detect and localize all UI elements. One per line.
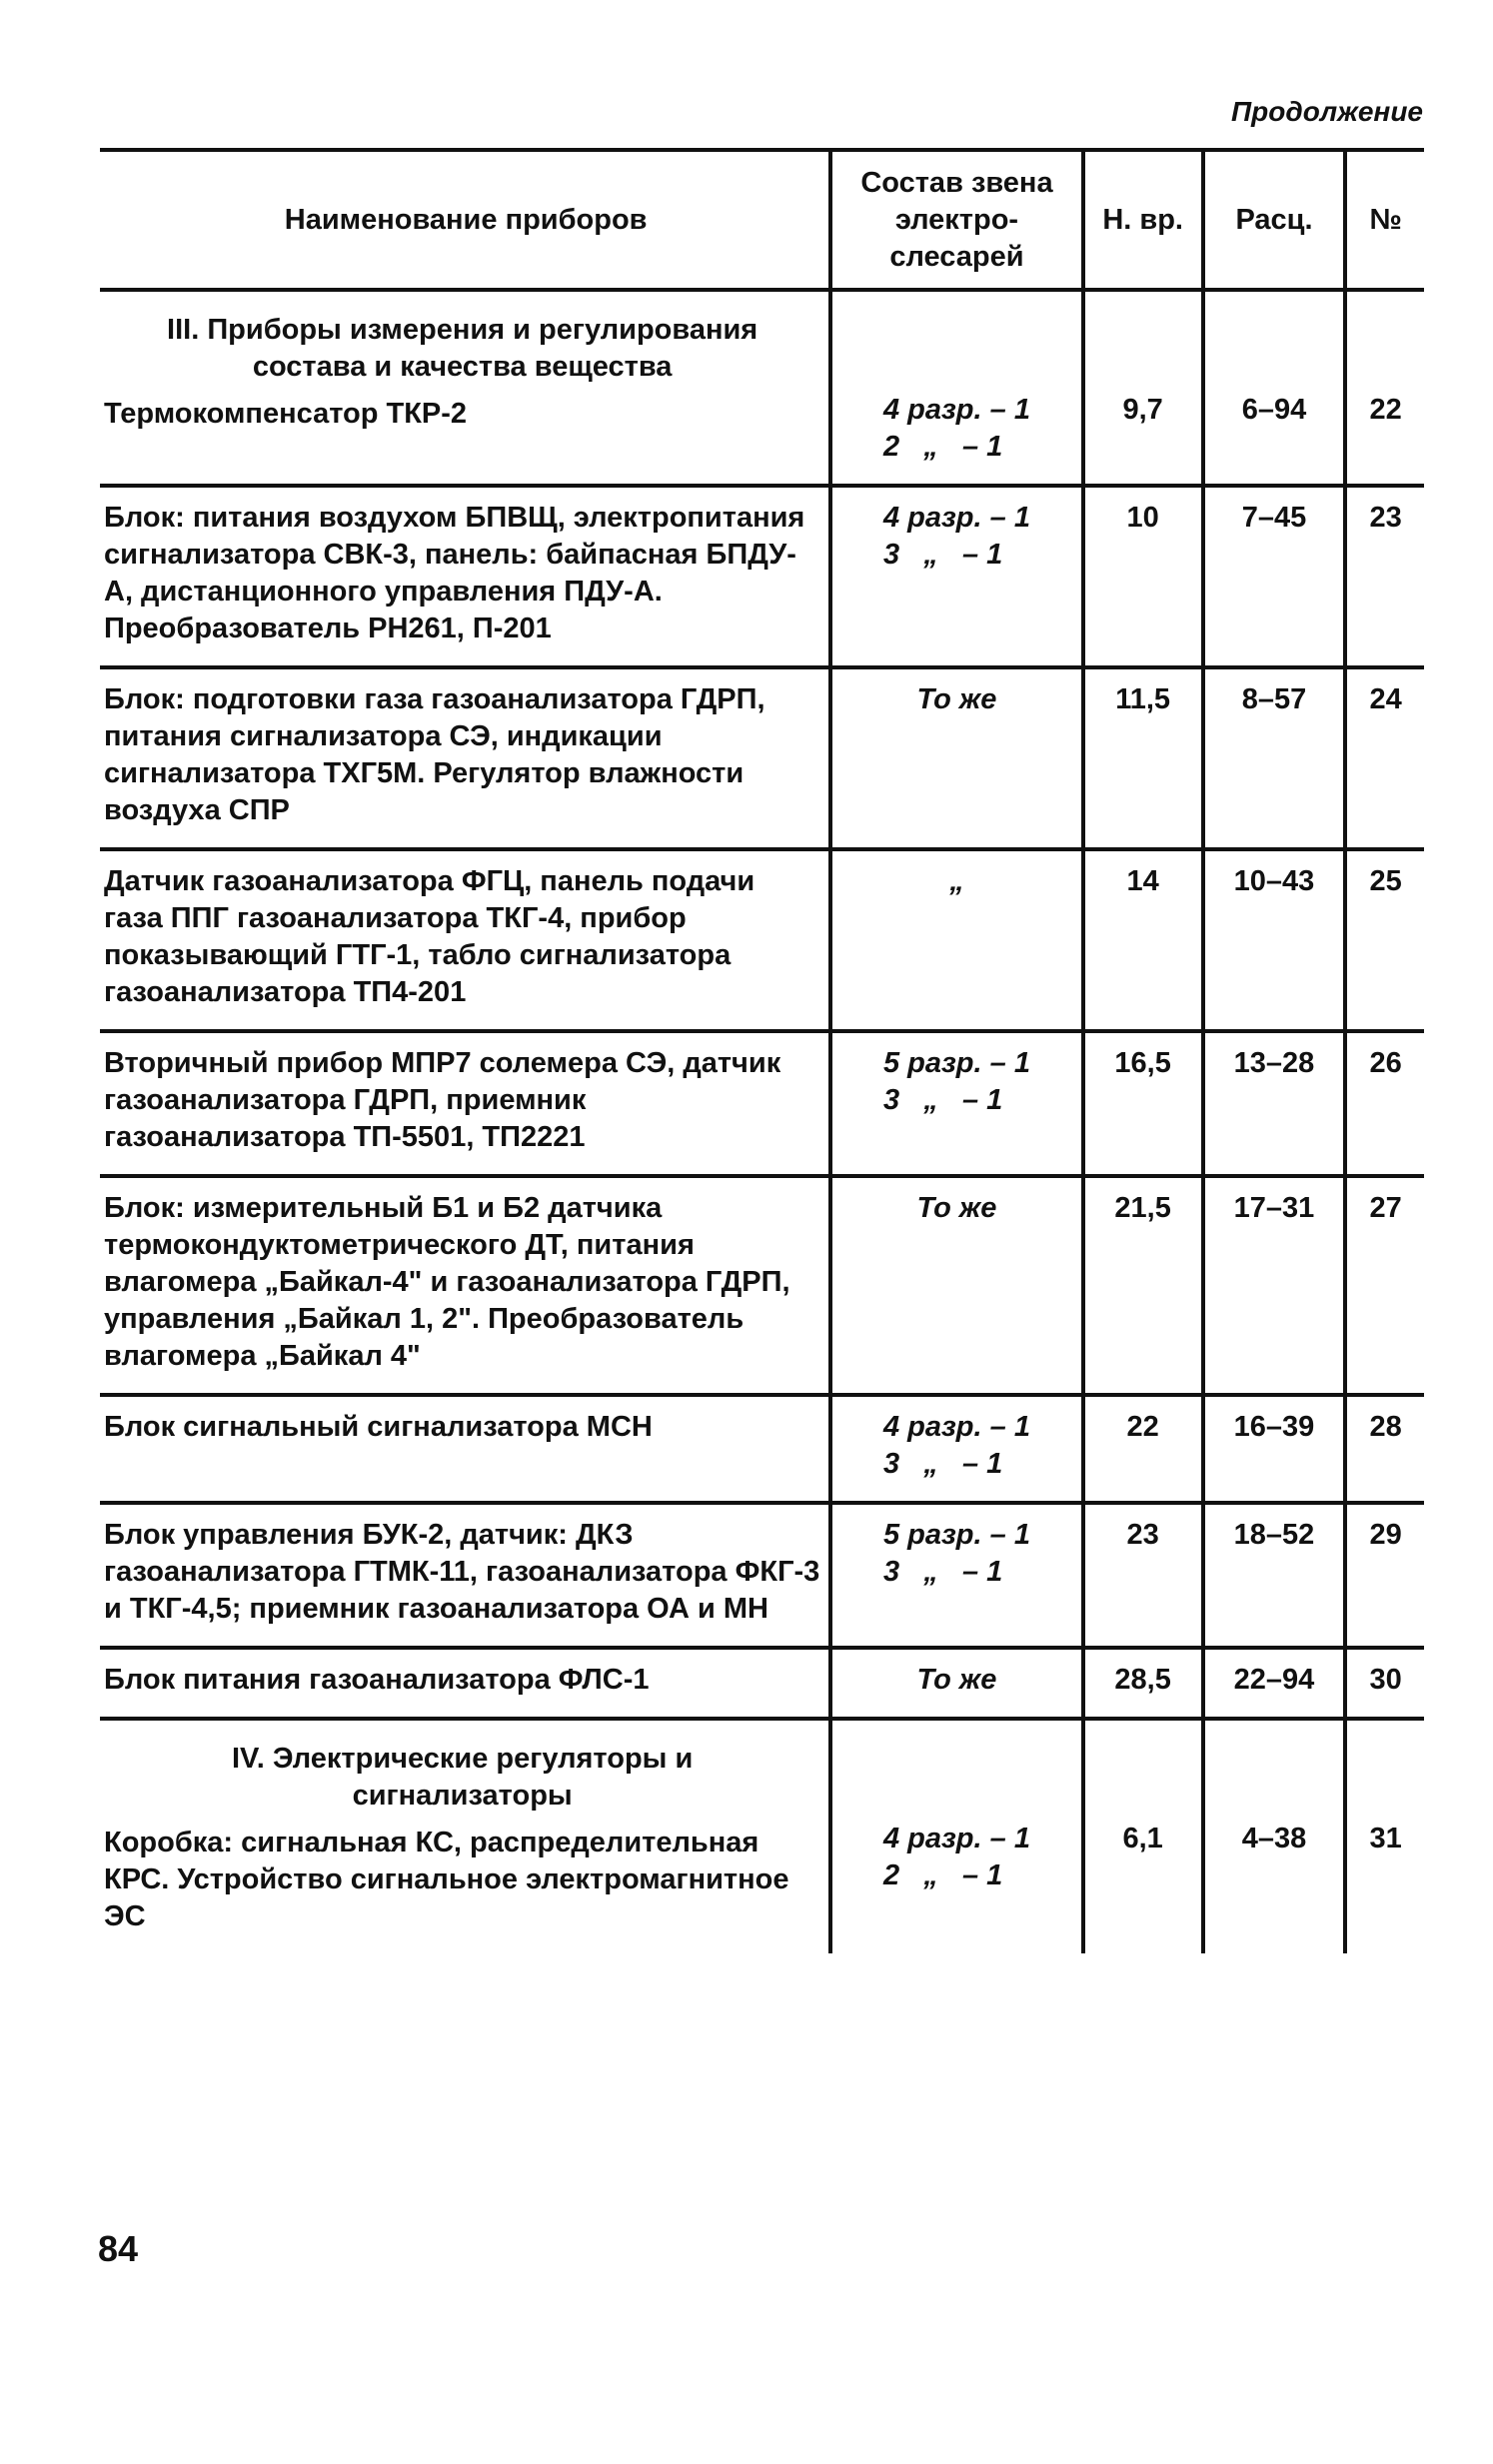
cell-name: [100, 290, 830, 486]
cell-norm-text: 6,1: [1122, 1823, 1163, 1854]
table-row: [100, 486, 1424, 667]
cell-norm: [1083, 849, 1203, 1031]
cell-rate: [1203, 1176, 1346, 1395]
cell-crew-text: 5 разр. – 1 3 „ – 1: [882, 1519, 1030, 1588]
norms-table: [100, 148, 1424, 1953]
cell-num-text: 31: [1369, 1823, 1402, 1854]
device-name: Блок питания газоанализатора ФЛС-1: [104, 1664, 650, 1696]
cell-norm-text: 22: [1126, 1411, 1159, 1443]
cell-name: [100, 1719, 830, 1953]
cell-crew-text: 4 разр. – 1 2 „ – 1: [882, 394, 1030, 463]
cell-num-text: 27: [1369, 1192, 1402, 1224]
cell-rate: [1203, 1031, 1346, 1176]
cell-rate: [1203, 290, 1346, 486]
cell-crew: [830, 667, 1082, 849]
cell-norm-text: 10: [1126, 502, 1159, 534]
cell-name: [100, 1031, 830, 1176]
header-norm: Н. вр.: [1083, 150, 1203, 290]
table-row: [100, 1719, 1424, 1953]
cell-norm: [1083, 1719, 1203, 1953]
cell-name: [100, 486, 830, 667]
device-name: Вторичный прибор МПР7 солемера СЭ, датчик газоанализатора ГДРП, приемник газоанализатора ТП-5501, ТП2221: [104, 1047, 781, 1153]
cell-rate: [1203, 1395, 1346, 1503]
cell-name: [100, 1503, 830, 1648]
cell-crew-text: 5 разр. – 1 3 „ – 1: [882, 1047, 1030, 1116]
device-name: Блок: питания воздухом БПВЩ, электропитания сигнализатора СВК-3, панель: байпасная БПДУ-А, дистанционного управления ПДУ-А. Преобразователь РН261, П-201: [104, 502, 805, 644]
cell-num: [1345, 1719, 1424, 1953]
cell-crew: [830, 486, 1082, 667]
cell-name: [100, 1395, 830, 1503]
cell-norm: [1083, 1503, 1203, 1648]
table-row: [100, 667, 1424, 849]
cell-crew-text: То же: [916, 1192, 997, 1224]
header-rate: Расц.: [1203, 150, 1346, 290]
cell-crew-text: 4 разр. – 1 3 „ – 1: [882, 1411, 1030, 1480]
cell-rate: [1203, 1503, 1346, 1648]
cell-crew: [830, 290, 1082, 486]
cell-crew-text: То же: [916, 683, 997, 715]
cell-num: [1345, 486, 1424, 667]
cell-num-text: 23: [1369, 502, 1402, 534]
cell-crew: [830, 1648, 1082, 1719]
cell-name: [100, 1176, 830, 1395]
cell-norm: [1083, 1648, 1203, 1719]
cell-rate: [1203, 1719, 1346, 1953]
cell-crew: [830, 1719, 1082, 1953]
table-row: [100, 1031, 1424, 1176]
cell-num: [1345, 1176, 1424, 1395]
cell-rate-text: 13–28: [1233, 1047, 1315, 1079]
cell-crew-text: 4 разр. – 1 2 „ – 1: [882, 1823, 1030, 1891]
cell-crew: [830, 849, 1082, 1031]
table-row: [100, 849, 1424, 1031]
cell-num: [1345, 290, 1424, 486]
continuation-label: Продолжение: [1231, 96, 1423, 127]
cell-name: [100, 667, 830, 849]
cell-num-text: 28: [1369, 1411, 1402, 1443]
cell-rate: [1203, 1648, 1346, 1719]
section-title: IV. Электрические регуляторы и сигнализаторы: [231, 1743, 694, 1812]
cell-crew: [830, 1031, 1082, 1176]
cell-norm-text: 28,5: [1114, 1664, 1171, 1696]
page-number: 84: [98, 2228, 139, 2269]
cell-rate-text: 6–94: [1241, 394, 1307, 426]
cell-name: [100, 1648, 830, 1719]
cell-norm: [1083, 1031, 1203, 1176]
header-num: №: [1345, 150, 1424, 290]
device-name: Блок: подготовки газа газоанализатора ГДРП, питания сигнализатора СЭ, индикации сигнализатора ТХГ5М. Регулятор влажности воздуха СПР: [104, 683, 765, 826]
cell-rate-text: 4–38: [1241, 1823, 1307, 1854]
cell-norm-text: 11,5: [1115, 683, 1171, 715]
cell-rate: [1203, 667, 1346, 849]
cell-rate-text: 10–43: [1233, 865, 1315, 897]
cell-num: [1345, 667, 1424, 849]
cell-num: [1345, 1503, 1424, 1648]
cell-num: [1345, 849, 1424, 1031]
device-name: Датчик газоанализатора ФГЦ, панель подачи газа ППГ газоанализатора ТКГ-4, прибор показывающий ГТГ-1, табло сигнализатора газоанализатора ТП4-201: [104, 865, 755, 1008]
cell-norm: [1083, 486, 1203, 667]
cell-crew-text: „: [949, 865, 964, 897]
cell-num-text: 22: [1369, 394, 1402, 426]
cell-num-text: 26: [1369, 1047, 1402, 1079]
device-name: Блок: измерительный Б1 и Б2 датчика термокондуктометрического ДТ, питания влагомера „Байкал-4" и газоанализатора ГДРП, управления „Байкал 1, 2". Преобразователь влагомера „Байкал 4": [104, 1192, 790, 1372]
header-name: Наименование приборов: [100, 150, 830, 290]
cell-rate-text: 16–39: [1233, 1411, 1315, 1443]
cell-num-text: 30: [1369, 1664, 1402, 1696]
cell-num: [1345, 1648, 1424, 1719]
device-name: Блок управления БУК-2, датчик: ДКЗ газоанализатора ГТМК-11, газоанализатора ФКГ-3 и ТКГ-4,5; приемник газоанализатора ОА и МН: [104, 1519, 820, 1625]
section-title: III. Приборы измерения и регулирования состава и качества вещества: [167, 314, 758, 383]
cell-norm-text: 23: [1126, 1519, 1159, 1551]
cell-norm: [1083, 290, 1203, 486]
table-row: [100, 1503, 1424, 1648]
cell-rate-text: 17–31: [1233, 1192, 1315, 1224]
cell-rate: [1203, 486, 1346, 667]
cell-rate-text: 8–57: [1241, 683, 1307, 715]
cell-norm: [1083, 1395, 1203, 1503]
cell-crew: [830, 1395, 1082, 1503]
table-header-row: [100, 150, 1424, 290]
cell-crew: [830, 1176, 1082, 1395]
cell-rate: [1203, 849, 1346, 1031]
cell-rate-text: 7–45: [1241, 502, 1307, 534]
table-row: [100, 1648, 1424, 1719]
cell-norm: [1083, 1176, 1203, 1395]
cell-norm: [1083, 667, 1203, 849]
cell-rate-text: 18–52: [1233, 1519, 1315, 1551]
cell-num: [1345, 1395, 1424, 1503]
cell-norm-text: 9,7: [1122, 394, 1163, 426]
table-row: [100, 1395, 1424, 1503]
device-name: Термокомпенсатор ТКР-2: [104, 398, 468, 430]
cell-crew: [830, 1503, 1082, 1648]
cell-rate-text: 22–94: [1233, 1664, 1315, 1696]
cell-norm-text: 21,5: [1114, 1192, 1171, 1224]
table-row: [100, 290, 1424, 486]
cell-crew-text: 4 разр. – 1 3 „ – 1: [882, 502, 1030, 571]
cell-num-text: 29: [1369, 1519, 1402, 1551]
cell-num-text: 25: [1369, 865, 1402, 897]
device-name: Блок сигнальный сигнализатора МСН: [104, 1411, 653, 1443]
cell-norm-text: 16,5: [1114, 1047, 1171, 1079]
cell-crew-text: То же: [916, 1664, 997, 1696]
header-crew: Состав звена электро-слесарей: [830, 150, 1082, 290]
cell-norm-text: 14: [1126, 865, 1159, 897]
cell-num: [1345, 1031, 1424, 1176]
device-name: Коробка: сигнальная КС, распределительная КРС. Устройство сигнальное электромагнитное ЭС: [104, 1827, 789, 1932]
table-row: [100, 1176, 1424, 1395]
cell-name: [100, 849, 830, 1031]
cell-num-text: 24: [1369, 683, 1402, 715]
